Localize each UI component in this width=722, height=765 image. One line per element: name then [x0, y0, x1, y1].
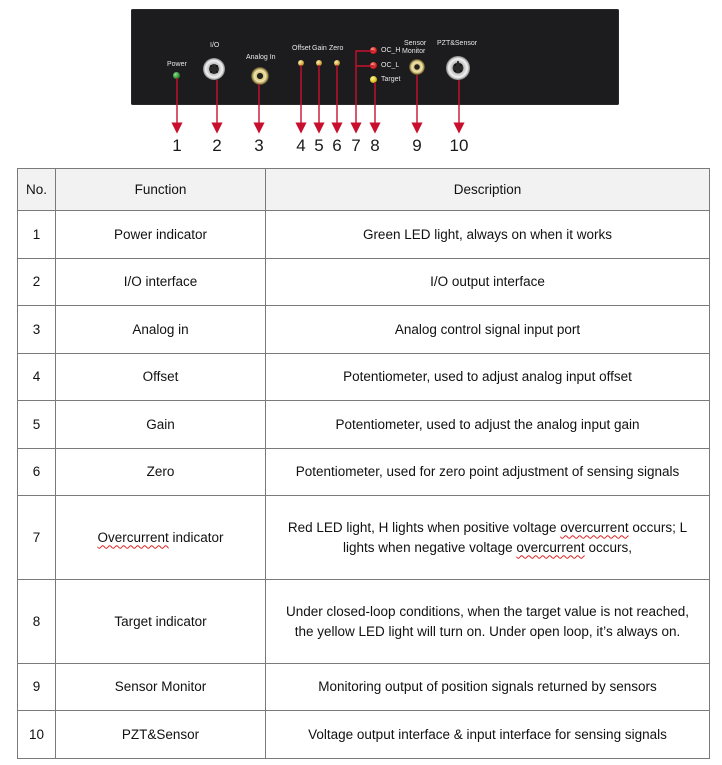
- row-no: 9: [18, 664, 56, 711]
- zero-label: Zero: [329, 45, 344, 52]
- row-function: Power indicator: [56, 211, 266, 259]
- row-function: Offset: [56, 354, 266, 401]
- callout-arrows: [0, 0, 722, 140]
- row-function: I/O interface: [56, 259, 266, 306]
- callout-number-9: 9: [412, 136, 422, 155]
- io-label: I/O: [210, 42, 220, 49]
- analog-in-label: Analog In: [246, 54, 276, 61]
- table-row: [18, 401, 710, 449]
- description-line-2: lights when negative voltage overcurrent occurs,: [343, 539, 632, 555]
- row-description: [266, 496, 710, 580]
- row-function: [56, 496, 266, 580]
- table-row: [18, 449, 710, 496]
- row-description: Monitoring output of position signals returned by sensors: [266, 664, 710, 711]
- row-function: Sensor Monitor: [56, 664, 266, 711]
- row-description: Voltage output interface & input interface for sensing signals: [266, 711, 710, 759]
- row-no: 3: [18, 306, 56, 354]
- callout-number-3: 3: [254, 136, 264, 155]
- row-description: Potentiometer, used for zero point adjustment of sensing signals: [266, 449, 710, 496]
- row-no: 7: [18, 496, 56, 580]
- callout-number-8: 8: [370, 136, 380, 155]
- callout-number-6: 6: [332, 136, 342, 155]
- description-line-1: Under closed-loop conditions, when the target value is not reached,: [286, 603, 689, 619]
- table-row: [18, 496, 710, 580]
- row-no: 8: [18, 580, 56, 664]
- row-description: Green LED light, always on when it works: [266, 211, 710, 259]
- target-label: Target: [381, 76, 401, 83]
- callout-number-4: 4: [296, 136, 306, 155]
- header-function: Function: [56, 169, 266, 211]
- description-line-1: Red LED light, H lights when positive voltage overcurrent occurs; L: [287, 519, 688, 535]
- function-suffix: indicator: [168, 529, 224, 545]
- row-no: 10: [18, 711, 56, 759]
- table-header-row: [18, 169, 710, 211]
- row-function: Target indicator: [56, 580, 266, 664]
- pzt-sensor-label: PZT&Sensor: [437, 40, 478, 47]
- table-row: [18, 259, 710, 306]
- row-no: 1: [18, 211, 56, 259]
- row-function: Zero: [56, 449, 266, 496]
- row-no: 5: [18, 401, 56, 449]
- offset-label: Offset: [292, 45, 311, 52]
- row-no: 2: [18, 259, 56, 306]
- description-line-2: the yellow LED light will turn on. Under open loop, it’s always on.: [294, 623, 681, 639]
- row-description: Analog control signal input port: [266, 306, 710, 354]
- power-label: Power: [167, 61, 187, 68]
- callout-number-5: 5: [314, 136, 324, 155]
- row-function: Analog in: [56, 306, 266, 354]
- overcurrent-word: Overcurrent: [97, 529, 169, 545]
- row-no: 6: [18, 449, 56, 496]
- gain-label: Gain: [312, 45, 327, 52]
- callout-number-10: 10: [449, 136, 469, 155]
- callout-number-1: 1: [172, 136, 182, 155]
- sensor-monitor-label-line1: Sensor: [404, 40, 427, 47]
- arrow-7: [356, 51, 374, 128]
- header-no: No.: [18, 169, 56, 211]
- row-function: Gain: [56, 401, 266, 449]
- oc-l-label: OC_L: [381, 62, 400, 69]
- table-row: [18, 354, 710, 401]
- oc-h-label: OC_H: [381, 47, 401, 54]
- table-row: [18, 211, 710, 259]
- row-description: Potentiometer, used to adjust analog input offset: [266, 354, 710, 401]
- row-description: Potentiometer, used to adjust the analog input gain: [266, 401, 710, 449]
- callout-number-7: 7: [351, 136, 361, 155]
- row-description: [266, 580, 710, 664]
- table-row: [18, 711, 710, 759]
- sensor-monitor-label-line2: Monitor: [402, 48, 426, 55]
- row-function: PZT&Sensor: [56, 711, 266, 759]
- table-row: [18, 306, 710, 354]
- table-row: [18, 664, 710, 711]
- callout-number-2: 2: [212, 136, 222, 155]
- row-description: I/O output interface: [266, 259, 710, 306]
- table-row: [18, 580, 710, 664]
- function-table: [17, 168, 710, 759]
- header-description: Description: [266, 169, 710, 211]
- row-no: 4: [18, 354, 56, 401]
